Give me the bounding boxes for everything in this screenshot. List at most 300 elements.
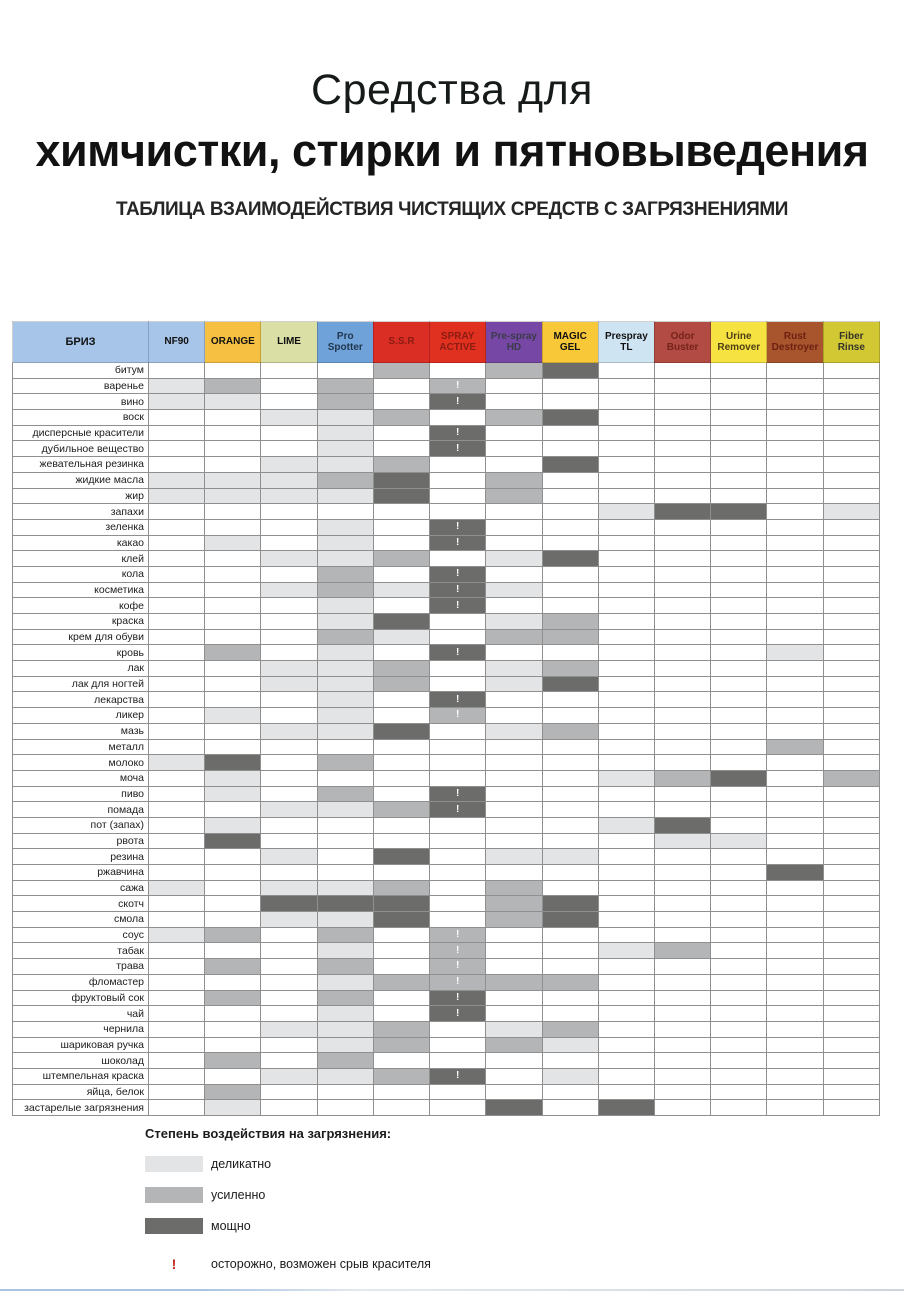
grid-cell: [711, 692, 767, 708]
grid-cell: [654, 566, 710, 582]
grid-cell: [542, 614, 598, 630]
grid-cell: [205, 708, 261, 724]
grid-cell: [542, 535, 598, 551]
grid-cell: [317, 535, 373, 551]
row-label: помада: [13, 802, 149, 818]
grid-cell: [486, 425, 542, 441]
table-row: [13, 1037, 880, 1053]
table-row: [13, 1084, 880, 1100]
legend-item: [145, 1218, 431, 1234]
grid-cell: [486, 770, 542, 786]
grid-cell: [317, 566, 373, 582]
grid-cell: [711, 896, 767, 912]
grid-cell: [767, 833, 823, 849]
grid-cell: [205, 378, 261, 394]
grid-cell: [823, 974, 879, 990]
grid-cell: [430, 755, 486, 771]
grid-cell: [823, 551, 879, 567]
grid-cell: [598, 833, 654, 849]
grid-cell: [542, 1084, 598, 1100]
grid-cell: [654, 770, 710, 786]
grid-cell: [373, 676, 429, 692]
row-label: зеленка: [13, 519, 149, 535]
grid-cell: [654, 504, 710, 520]
grid-cell: [317, 1068, 373, 1084]
grid-cell: [486, 1037, 542, 1053]
grid-cell: [205, 1006, 261, 1022]
table-row: [13, 488, 880, 504]
grid-cell: [711, 849, 767, 865]
grid-cell: [149, 614, 205, 630]
grid-cell: [261, 817, 317, 833]
grid-cell: [542, 770, 598, 786]
grid-cell: [430, 723, 486, 739]
grid-cell: [823, 410, 879, 426]
grid-cell: [205, 723, 261, 739]
grid-cell: [767, 990, 823, 1006]
grid-cell: [317, 880, 373, 896]
grid-cell: [373, 661, 429, 677]
grid-cell: [598, 629, 654, 645]
grid-cell: [598, 472, 654, 488]
grid-cell: [486, 1053, 542, 1069]
row-label: лак: [13, 661, 149, 677]
grid-cell: [711, 990, 767, 1006]
grid-cell: [317, 974, 373, 990]
grid-cell: [373, 1084, 429, 1100]
grid-cell: [430, 1053, 486, 1069]
table-row: [13, 880, 880, 896]
grid-cell: !: [430, 645, 486, 661]
grid-cell: [373, 880, 429, 896]
row-label: табак: [13, 943, 149, 959]
grid-cell: [767, 582, 823, 598]
grid-cell: [654, 378, 710, 394]
grid-cell: [542, 551, 598, 567]
grid-cell: [261, 1021, 317, 1037]
grid-cell: [542, 692, 598, 708]
grid-cell: [373, 441, 429, 457]
grid-cell: [149, 755, 205, 771]
grid-cell: [205, 566, 261, 582]
grid-cell: !: [430, 943, 486, 959]
grid-cell: [373, 472, 429, 488]
grid-cell: [486, 488, 542, 504]
grid-cell: [823, 959, 879, 975]
row-label: жевательная резинка: [13, 457, 149, 473]
row-label: лекарства: [13, 692, 149, 708]
grid-cell: [711, 457, 767, 473]
grid-cell: [767, 504, 823, 520]
grid-cell: [823, 1084, 879, 1100]
grid-cell: [542, 676, 598, 692]
grid-cell: [486, 927, 542, 943]
grid-cell: [711, 802, 767, 818]
grid-cell: [598, 519, 654, 535]
column-header-spray-active: SPRAY ACTIVE: [430, 322, 486, 363]
grid-cell: [430, 614, 486, 630]
grid-cell: [149, 676, 205, 692]
grid-cell: [486, 472, 542, 488]
grid-cell: [149, 880, 205, 896]
row-label: ржавчина: [13, 865, 149, 881]
grid-cell: [317, 614, 373, 630]
grid-cell: [654, 676, 710, 692]
grid-cell: [261, 645, 317, 661]
legend-swatch: [145, 1218, 203, 1234]
grid-cell: [486, 739, 542, 755]
grid-cell: [149, 535, 205, 551]
grid-cell: [767, 598, 823, 614]
grid-cell: [598, 880, 654, 896]
grid-cell: [711, 755, 767, 771]
grid-cell: [823, 723, 879, 739]
grid-cell: [205, 896, 261, 912]
table-row: [13, 708, 880, 724]
grid-cell: [261, 1006, 317, 1022]
grid-cell: [317, 519, 373, 535]
grid-cell: [317, 378, 373, 394]
grid-cell: !: [430, 425, 486, 441]
grid-cell: [261, 425, 317, 441]
table-row: [13, 441, 880, 457]
grid-cell: [486, 566, 542, 582]
grid-cell: [598, 457, 654, 473]
grid-cell: [711, 472, 767, 488]
grid-cell: [823, 582, 879, 598]
page-bottom-rule: [0, 1289, 904, 1291]
grid-cell: [767, 959, 823, 975]
grid-cell: [205, 676, 261, 692]
grid-cell: [373, 912, 429, 928]
grid-cell: [373, 755, 429, 771]
grid-cell: [317, 755, 373, 771]
legend-warning-row: [145, 1256, 431, 1272]
grid-cell: [767, 974, 823, 990]
grid-cell: [767, 457, 823, 473]
grid-cell: [317, 363, 373, 379]
grid-cell: [317, 943, 373, 959]
grid-cell: [205, 692, 261, 708]
column-header-briz: БРИЗ: [13, 322, 149, 363]
grid-cell: [486, 504, 542, 520]
grid-cell: [711, 582, 767, 598]
grid-cell: [373, 786, 429, 802]
grid-cell: [542, 990, 598, 1006]
grid-cell: [261, 1084, 317, 1100]
grid-cell: [598, 1053, 654, 1069]
grid-cell: [261, 582, 317, 598]
grid-cell: [767, 519, 823, 535]
grid-cell: [711, 363, 767, 379]
column-header-lime: LIME: [261, 322, 317, 363]
grid-cell: [654, 551, 710, 567]
grid-cell: [149, 519, 205, 535]
grid-cell: [205, 1084, 261, 1100]
grid-cell: [767, 817, 823, 833]
grid-cell: [317, 817, 373, 833]
grid-cell: [261, 896, 317, 912]
grid-cell: [711, 959, 767, 975]
grid-cell: [823, 786, 879, 802]
grid-cell: [261, 441, 317, 457]
table-subtitle: ТАБЛИЦА ВЗАИМОДЕЙСТВИЯ ЧИСТЯЩИХ СРЕДСТВ С ЗАГРЯЗНЕНИЯМИ: [115, 199, 789, 220]
grid-cell: [205, 849, 261, 865]
grid-cell: [823, 990, 879, 1006]
table-row: [13, 1068, 880, 1084]
row-label: чай: [13, 1006, 149, 1022]
grid-cell: [654, 441, 710, 457]
grid-cell: [711, 425, 767, 441]
grid-cell: [486, 708, 542, 724]
grid-cell: [767, 472, 823, 488]
grid-cell: [711, 1006, 767, 1022]
grid-cell: [598, 661, 654, 677]
grid-cell: [542, 817, 598, 833]
row-label: лак для ногтей: [13, 676, 149, 692]
grid-cell: [317, 865, 373, 881]
grid-cell: [767, 488, 823, 504]
table-row: [13, 1006, 880, 1022]
grid-cell: [486, 582, 542, 598]
grid-cell: [373, 1021, 429, 1037]
table-row: [13, 927, 880, 943]
grid-cell: [205, 739, 261, 755]
column-header-s-s-r: S.S.R: [373, 322, 429, 363]
grid-cell: [654, 927, 710, 943]
grid-cell: [654, 802, 710, 818]
grid-cell: [598, 990, 654, 1006]
grid-cell: [205, 363, 261, 379]
grid-cell: [486, 535, 542, 551]
grid-cell: [430, 770, 486, 786]
grid-cell: [373, 614, 429, 630]
grid-cell: [654, 833, 710, 849]
row-label: кофе: [13, 598, 149, 614]
grid-cell: [654, 786, 710, 802]
grid-cell: [654, 959, 710, 975]
table-row: [13, 472, 880, 488]
grid-cell: [542, 865, 598, 881]
grid-cell: [205, 802, 261, 818]
grid-cell: [430, 896, 486, 912]
grid-cell: [317, 1100, 373, 1116]
grid-cell: [598, 708, 654, 724]
grid-cell: [711, 661, 767, 677]
grid-cell: [654, 849, 710, 865]
grid-cell: [654, 880, 710, 896]
grid-cell: [486, 614, 542, 630]
grid-cell: [542, 880, 598, 896]
grid-cell: [542, 598, 598, 614]
grid-cell: [654, 943, 710, 959]
grid-cell: [711, 504, 767, 520]
table-row: [13, 378, 880, 394]
grid-cell: [542, 566, 598, 582]
grid-cell: [261, 974, 317, 990]
grid-cell: [430, 504, 486, 520]
grid-cell: [542, 488, 598, 504]
grid-cell: [149, 629, 205, 645]
row-label: косметика: [13, 582, 149, 598]
grid-cell: [373, 739, 429, 755]
grid-cell: [598, 817, 654, 833]
grid-cell: [373, 394, 429, 410]
grid-cell: [486, 692, 542, 708]
grid-cell: [317, 457, 373, 473]
grid-cell: [486, 912, 542, 928]
grid-cell: [654, 629, 710, 645]
grid-cell: !: [430, 974, 486, 990]
grid-cell: [823, 865, 879, 881]
grid-cell: [598, 614, 654, 630]
grid-cell: [261, 880, 317, 896]
table-row: [13, 661, 880, 677]
grid-cell: [654, 598, 710, 614]
grid-cell: [486, 410, 542, 426]
grid-cell: [149, 723, 205, 739]
row-label: мазь: [13, 723, 149, 739]
grid-cell: [373, 629, 429, 645]
grid-cell: [711, 378, 767, 394]
grid-cell: [149, 488, 205, 504]
grid-cell: [486, 943, 542, 959]
grid-cell: [711, 645, 767, 661]
grid-cell: [261, 1100, 317, 1116]
grid-cell: [823, 833, 879, 849]
grid-cell: [767, 927, 823, 943]
table-row: [13, 1021, 880, 1037]
table-row: [13, 535, 880, 551]
row-label: смола: [13, 912, 149, 928]
grid-cell: [767, 1021, 823, 1037]
grid-cell: [205, 551, 261, 567]
grid-cell: [711, 1100, 767, 1116]
grid-cell: [373, 566, 429, 582]
grid-cell: [823, 1100, 879, 1116]
grid-cell: [711, 708, 767, 724]
table-row: [13, 692, 880, 708]
grid-cell: [430, 849, 486, 865]
grid-cell: [767, 723, 823, 739]
table-row: [13, 1100, 880, 1116]
legend-item: [145, 1187, 431, 1203]
title-block: [0, 66, 904, 221]
grid-cell: [317, 551, 373, 567]
grid-cell: [654, 692, 710, 708]
grid-cell: [654, 896, 710, 912]
grid-cell: [261, 535, 317, 551]
interaction-table-wrap: [12, 321, 880, 1116]
table-row: [13, 457, 880, 473]
grid-cell: [823, 927, 879, 943]
table-row: [13, 582, 880, 598]
grid-cell: [149, 1053, 205, 1069]
grid-cell: [149, 974, 205, 990]
grid-cell: [654, 1084, 710, 1100]
grid-cell: [261, 927, 317, 943]
grid-cell: [711, 551, 767, 567]
table-row: [13, 425, 880, 441]
grid-cell: [205, 410, 261, 426]
grid-cell: [542, 896, 598, 912]
grid-cell: [823, 441, 879, 457]
grid-cell: [598, 598, 654, 614]
grid-cell: [654, 582, 710, 598]
grid-cell: [598, 927, 654, 943]
grid-cell: [261, 755, 317, 771]
grid-cell: [823, 457, 879, 473]
grid-cell: [317, 1053, 373, 1069]
grid-cell: [261, 614, 317, 630]
grid-cell: [261, 1053, 317, 1069]
grid-cell: [149, 566, 205, 582]
grid-cell: [261, 378, 317, 394]
table-row: [13, 519, 880, 535]
grid-cell: [430, 1084, 486, 1100]
grid-cell: [149, 833, 205, 849]
grid-cell: [317, 786, 373, 802]
grid-cell: [149, 959, 205, 975]
grid-cell: [767, 786, 823, 802]
grid-cell: [486, 786, 542, 802]
grid-cell: [149, 912, 205, 928]
grid-cell: [261, 943, 317, 959]
grid-cell: [149, 1006, 205, 1022]
grid-cell: !: [430, 692, 486, 708]
grid-cell: [205, 1053, 261, 1069]
grid-cell: [373, 943, 429, 959]
grid-cell: [430, 410, 486, 426]
grid-cell: [823, 1037, 879, 1053]
column-header-orange: ORANGE: [205, 322, 261, 363]
grid-cell: [767, 410, 823, 426]
grid-cell: [373, 1100, 429, 1116]
grid-cell: !: [430, 519, 486, 535]
grid-cell: [430, 551, 486, 567]
grid-cell: [486, 645, 542, 661]
grid-cell: [598, 394, 654, 410]
grid-cell: !: [430, 394, 486, 410]
grid-cell: [205, 912, 261, 928]
grid-cell: [823, 755, 879, 771]
grid-cell: [486, 1084, 542, 1100]
grid-cell: [373, 535, 429, 551]
grid-cell: [823, 896, 879, 912]
table-row: [13, 786, 880, 802]
grid-cell: [261, 865, 317, 881]
grid-cell: [767, 912, 823, 928]
grid-cell: [767, 739, 823, 755]
grid-cell: [542, 912, 598, 928]
table-row: [13, 896, 880, 912]
grid-cell: [373, 896, 429, 912]
column-header-odor-buster: Odor Buster: [654, 322, 710, 363]
row-label: варенье: [13, 378, 149, 394]
grid-cell: [317, 645, 373, 661]
grid-cell: [317, 739, 373, 755]
grid-cell: [542, 629, 598, 645]
grid-cell: [149, 441, 205, 457]
grid-cell: [767, 865, 823, 881]
grid-cell: [149, 927, 205, 943]
grid-cell: !: [430, 927, 486, 943]
grid-cell: [542, 519, 598, 535]
grid-cell: [430, 1100, 486, 1116]
grid-cell: [486, 551, 542, 567]
row-label: пиво: [13, 786, 149, 802]
grid-cell: [373, 849, 429, 865]
